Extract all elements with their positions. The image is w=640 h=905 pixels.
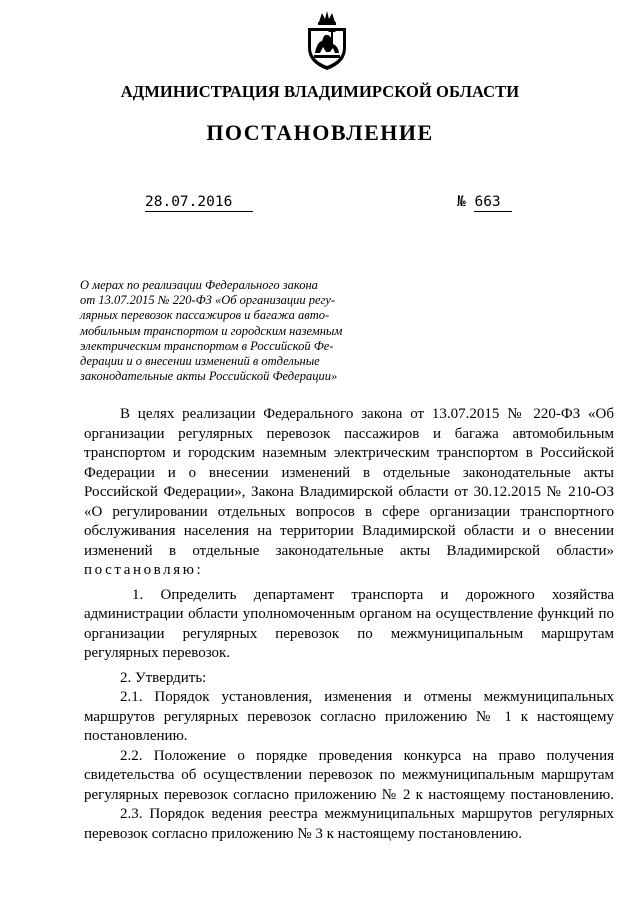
item-2-2-paragraph — [84, 747, 614, 806]
preamble-paragraph — [84, 405, 614, 581]
number-sign: № — [457, 194, 466, 210]
text-line: Федерации и о внесении изменений в отдельные законодательные акты — [84, 464, 614, 481]
document-number-block — [457, 194, 512, 212]
text-line: транспортом и городским наземным электрическим транспортом в Российской — [84, 445, 614, 461]
text-line: «О регулировании отдельных вопросов в сфере организации транспортного — [84, 503, 614, 520]
subject-line: дерации и о внесении изменений в отдельные — [80, 354, 320, 369]
resolve-word: постановляю: — [84, 562, 204, 578]
document-number: 663 — [474, 194, 512, 212]
text-line: организации регулярных перевозок по межмуниципальным маршрутам — [84, 625, 614, 642]
subject-line: мобильным транспортом и городским наземным — [80, 323, 343, 338]
text-line: свидетельства об осуществлении перевозок по межмуниципальным маршрутам — [84, 767, 614, 783]
text-line: регулярных перевозок. — [84, 645, 231, 661]
coat-of-arms-emblem — [300, 8, 354, 72]
item-2-1-paragraph — [84, 688, 614, 747]
subject-line: О мерах по реализации Федерального закона — [80, 278, 318, 292]
text-line: изменений в отдельные законодательные акты Владимирской области» — [84, 542, 614, 559]
text-line: постановлению. — [84, 728, 188, 744]
text-line: маршрутов регулярных перевозок согласно приложению № 1 к настоящему — [84, 708, 614, 725]
document-subject — [80, 278, 380, 384]
document-date: 28.07.2016 — [145, 194, 253, 212]
text-line: организации регулярных перевозок пассажиров и багажа автомобильным — [84, 425, 614, 442]
text-line: 2.2. Положение о порядке проведения конкурса на право получения — [120, 747, 614, 764]
text-line: Российской Федерации», Закона Владимирской области от 30.12.2015 № 210-ОЗ — [84, 484, 614, 500]
organization-title: АДМИНИСТРАЦИЯ ВЛАДИМИРСКОЙ ОБЛАСТИ — [120, 82, 520, 101]
text-line: обслуживания населения на территории Владимирской области и о внесении — [84, 523, 614, 539]
text-line: регулярных перевозок согласно приложению № 2 к настоящему постановлению. — [84, 786, 614, 803]
item-2-heading: 2. Утвердить: — [120, 669, 207, 686]
text-line: 2.1. Порядок установления, изменения и отмены межмуниципальных — [120, 689, 614, 705]
text-line: администрации области уполномоченным органом на осуществление функций по — [84, 606, 614, 622]
text-line: перевозок согласно приложению № 3 к настоящему постановлению. — [84, 825, 522, 842]
item-2-3-paragraph — [84, 805, 614, 844]
subject-line: лярных перевозок пассажиров и багажа авто- — [80, 308, 330, 323]
text-line: 2.3. Порядок ведения реестра межмуниципальных маршрутов регулярных — [120, 806, 614, 822]
subject-line: законодательные акты Российской Федерации» — [80, 369, 338, 384]
subject-line: электрическим транспортом в Российской Фе- — [80, 338, 334, 353]
text-line: 1. Определить департамент транспорта и дорожного хозяйства — [132, 586, 614, 603]
document-body — [84, 405, 614, 844]
item-1-paragraph — [84, 586, 614, 664]
subject-line: от 13.07.2015 № 220-ФЗ «Об организации регу- — [80, 293, 336, 308]
text-line: В целях реализации Федерального закона от 13.07.2015 № 220-ФЗ «Об — [120, 406, 614, 422]
document-type-title: ПОСТАНОВЛЕНИЕ — [206, 120, 434, 145]
